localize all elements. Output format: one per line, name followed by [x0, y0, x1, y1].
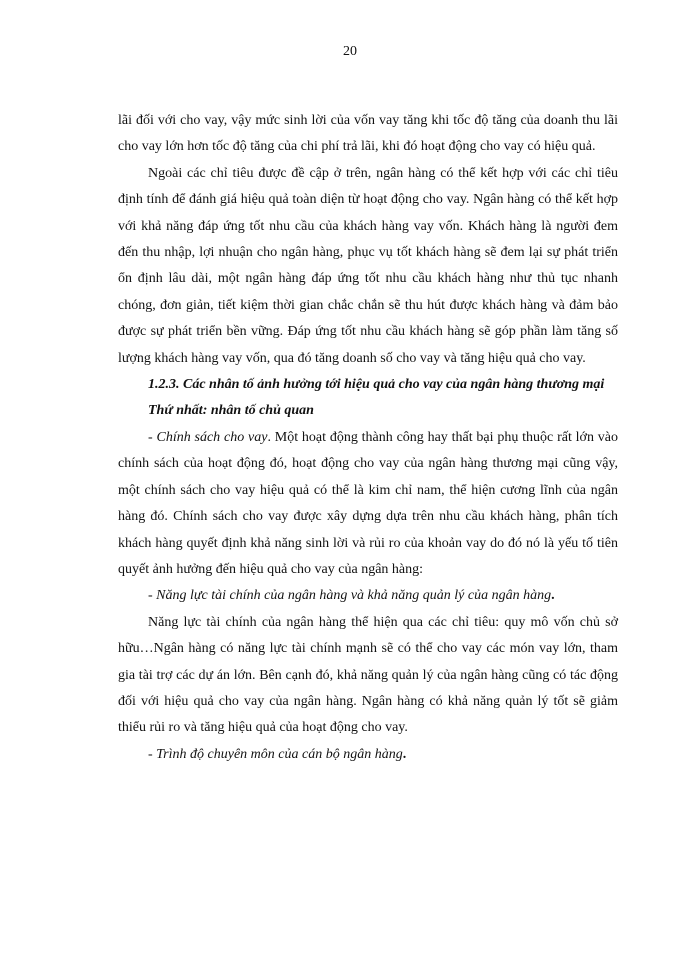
- section-heading-1-2-3: 1.2.3. Các nhân tố ảnh hưởng tới hiệu quả cho vay của ngân hàng thương mại: [148, 377, 605, 393]
- staff-expertise-label: - Trình độ chuyên môn của cán bộ ngân hàng: [148, 746, 403, 762]
- paragraph-financial-capacity-label: [118, 583, 618, 609]
- subheading-subjective-factors: Thứ nhất: nhân tố chủ quan: [148, 403, 314, 419]
- lending-policy-label: - Chính sách cho vay: [148, 429, 268, 445]
- paragraph-qualitative-criteria: Ngoài các chỉ tiêu được đề cập ở trên, ngân hàng có thể kết hợp với các chỉ tiêu định tính để đánh giá hiệu quả toàn diện từ hoạt động cho vay. Ngân hàng có thể kết hợp với khả năng đáp ứng tốt nhu cầu của khách hàng vay vốn. Khách hàng là người đem đến thu nhập, lợi nhuận cho ngân hàng, phục vụ tốt khách hàng sẽ đem lại sự phát triển ổn định lâu dài, một ngân hàng đáp ứng tốt nhu cầu khách hàng như thủ tục nhanh chóng, đơn giản, tiết kiệm thời gian chắc chắn sẽ thu hút được khách hàng và đảm bảo được sự phát triển bền vững. Đáp ứng tốt nhu cầu khách hàng sẽ góp phần làm tăng số lượng khách hàng vay vốn, qua đó tăng doanh số cho vay và tăng hiệu quả cho vay.: [118, 165, 618, 366]
- paragraph-staff-expertise: [118, 742, 618, 768]
- paragraph-financial-capacity: Năng lực tài chính của ngân hàng thể hiện qua các chỉ tiêu: quy mô vốn chủ sở hữu…Ngân hàng có năng lực tài chính mạnh sẽ có thể cho vay các món vay lớn, tham gia tài trợ các dự án lớn. Bên cạnh đó, khả năng quản lý của ngân hàng cũng có tác động đối với hiệu quả cho vay của ngân hàng. Ngân hàng có khả năng quản lý tốt sẽ giảm thiểu rủi ro và tăng hiệu quả của hoạt động cho vay.: [118, 614, 618, 736]
- page-number: 20: [343, 44, 357, 59]
- document-body: [118, 108, 618, 768]
- paragraph-lending-policy: [118, 425, 618, 583]
- paragraph-profitability: lãi đối với cho vay, vậy mức sinh lời của vốn vay tăng khi tốc độ tăng của doanh thu lãi cho vay lớn hơn tốc độ tăng của chi phí trả lãi, khi đó hoạt động cho vay có hiệu quả.: [118, 113, 618, 155]
- financial-capacity-period: .: [551, 588, 555, 604]
- staff-expertise-period: .: [402, 746, 407, 762]
- lending-policy-text: . Một hoạt động thành công hay thất bại phụ thuộc rất lớn vào chính sách của hoạt động đó, hoạt động cho vay của ngân hàng thương mại cũng vậy, một chính sách cho vay hiệu quả có thể là kim chỉ nam, thể hiện cương lĩnh của ngân hàng đó. Chính sách cho vay được xây dựng dựa trên nhu cầu khách hàng, phân tích khách hàng quyết định khả năng sinh lời và rủi ro của khoản vay do đó nó là yếu tố tiên quyết ảnh hưởng đến hiệu quả cho vay của ngân hàng:: [118, 429, 618, 577]
- financial-capacity-label: - Năng lực tài chính của ngân hàng và khả năng quản lý của ngân hàng: [148, 588, 552, 604]
